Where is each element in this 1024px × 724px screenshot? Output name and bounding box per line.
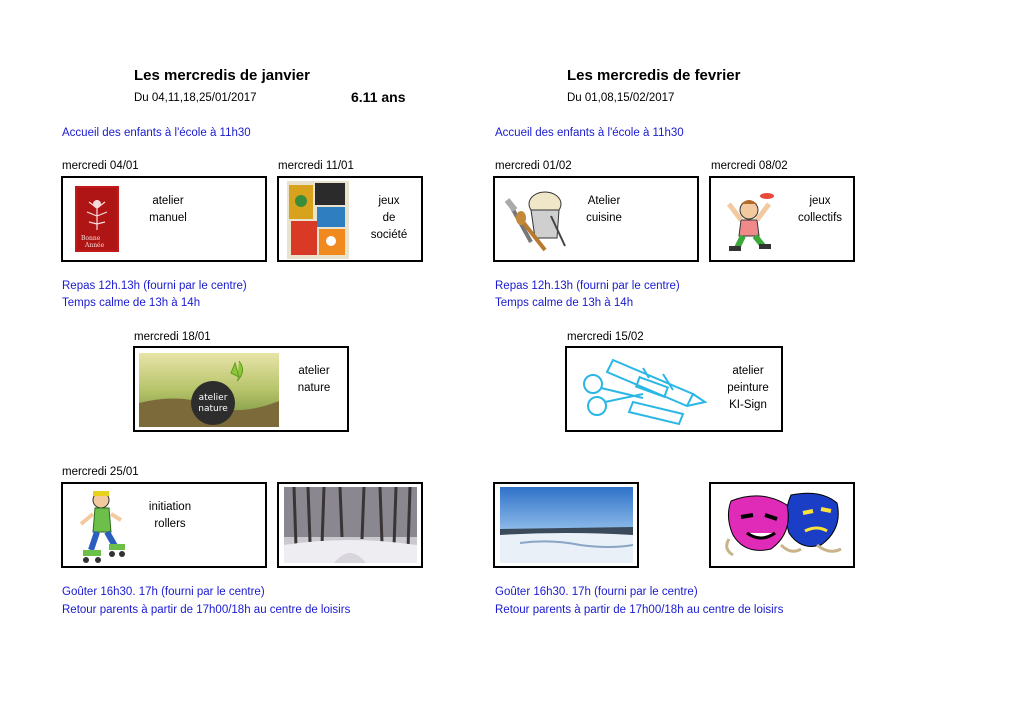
activity-label-atelier-manuel [133,193,203,227]
masks-box [709,482,855,568]
child-playing-icon [721,190,781,254]
activity-line: Atelier [587,195,621,207]
activity-line: nature [297,382,331,394]
activity-line: cuisine [586,212,622,224]
activity-box-jeux-de-societe [277,176,423,262]
janvier-dates: Du 04,11,18,25/01/2017 [134,92,257,104]
activity-box-atelier-nature [133,346,349,432]
fevrier-gouter: Goûter 16h30. 17h (fourni par le centre) [495,586,698,598]
board-games-icon [287,181,349,259]
bonne-annee-card-icon [75,186,119,252]
fevrier-date-1: mercredi 01/02 [495,160,572,172]
activity-box-atelier-manuel [61,176,267,262]
janvier-repas: Repas 12h.13h (fourni par le centre) [62,280,247,292]
activity-label-atelier-nature [281,363,347,397]
carnival-masks-icon [721,489,849,563]
svg-text:Année: Année [85,242,105,249]
art-supplies-icon [573,354,709,426]
activity-box-initiation-rollers [61,482,267,568]
photo-box-landscape [493,482,639,568]
fevrier-date-3: mercredi 15/02 [567,331,644,343]
activity-line: collectifs [797,212,843,224]
activity-label-initiation-rollers [133,499,207,533]
activity-label-jeux-collectifs [785,193,855,227]
atelier-nature-image-text-1: atelier [198,393,228,403]
fevrier-calme: Temps calme de 13h à 14h [495,297,634,309]
janvier-gouter: Goûter 16h30. 17h (fourni par le centre) [62,586,265,598]
svg-text:Bonne: Bonne [81,235,101,242]
activity-label-jeux-de-societe [359,193,419,244]
activity-line: société [370,229,408,241]
activity-box-atelier-peinture [565,346,783,432]
activity-line: atelier [152,195,184,207]
cooking-utensils-icon [505,186,569,254]
activity-line: de [382,212,396,224]
janvier-date-1: mercredi 04/01 [62,160,139,172]
janvier-date-4: mercredi 25/01 [62,466,139,478]
roller-skater-icon [77,488,129,566]
activity-line: atelier [732,365,764,377]
activity-line: peinture [727,382,769,394]
age-range: 6.11 ans [351,89,406,105]
activity-box-atelier-cuisine [493,176,699,262]
janvier-date-3: mercredi 18/01 [134,331,211,343]
fevrier-dates: Du 01,08,15/02/2017 [567,92,675,104]
activity-box-jeux-collectifs [709,176,855,262]
janvier-calme: Temps calme de 13h à 14h [62,297,201,309]
snowy-forest-photo [284,487,417,563]
fevrier-title: Les mercredis de fevrier [567,67,741,84]
fevrier-retour: Retour parents à partir de 17h00/18h au centre de loisirs [495,604,784,616]
activity-label-atelier-cuisine [569,193,639,227]
janvier-date-2: mercredi 11/01 [278,160,354,172]
activity-label-atelier-peinture [715,363,781,414]
atelier-nature-image-text-2: nature [198,404,228,414]
photo-box-forest [277,482,423,568]
janvier-accueil: Accueil des enfants à l'école à 11h30 [62,127,251,139]
activity-line: KI-Sign [729,399,767,411]
atelier-nature-image [139,353,279,427]
activity-line: jeux [378,195,400,207]
activity-line: manuel [149,212,187,224]
activity-line: atelier [298,365,330,377]
janvier-retour: Retour parents à partir de 17h00/18h au centre de loisirs [62,604,351,616]
fevrier-repas: Repas 12h.13h (fourni par le centre) [495,280,680,292]
activity-line: jeux [809,195,831,207]
fevrier-date-2: mercredi 08/02 [711,160,788,172]
snowy-landscape-photo [500,487,633,563]
activity-line: initiation [148,501,192,513]
activity-line: rollers [154,518,186,530]
janvier-title: Les mercredis de janvier [134,67,310,84]
fevrier-accueil: Accueil des enfants à l'école à 11h30 [495,127,684,139]
